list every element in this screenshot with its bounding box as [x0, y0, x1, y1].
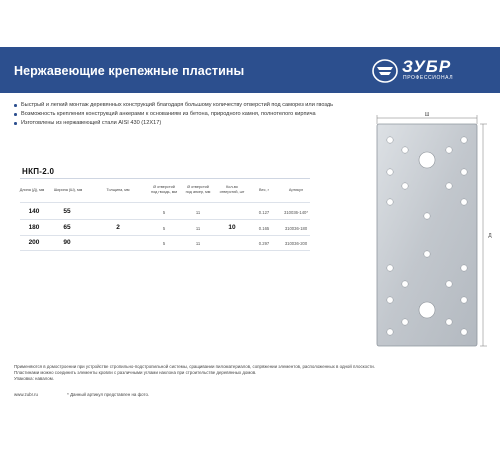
brand-subtitle: ПРОФЕССИОНАЛ: [403, 75, 454, 81]
col-header-anchor-hole: Ø отверстий под анкер, мм: [185, 185, 211, 194]
cell-hole-count: 10: [228, 224, 236, 231]
col-header-width: Ширина (Ш), мм: [53, 188, 83, 192]
site-link[interactable]: www.zubr.ru: [14, 392, 38, 397]
plate-drawing: [365, 110, 495, 350]
cell-nail-hole: 5: [162, 241, 166, 246]
cell-thickness: 2: [116, 224, 120, 231]
cell-width: 65: [63, 224, 71, 231]
length-label: Д: [488, 233, 492, 239]
anchor-hole: [419, 152, 435, 168]
footnote: * Данный артикул представлен на фото.: [67, 392, 150, 397]
cell-anchor-hole: 11: [195, 210, 201, 215]
cell-length: 140: [28, 208, 40, 215]
col-header-thickness: Толщина, мм: [106, 188, 130, 192]
feature-list: [14, 101, 364, 128]
col-header-article: Артикул: [288, 188, 304, 192]
page-title: Нержавеющие крепежные пластины: [14, 64, 245, 78]
footer-bottom: [14, 392, 177, 397]
feature-item: Быстрый и легкий монтаж деревянных конструкций благодаря большому количеству отверстий под саморез или гвоздь: [14, 101, 364, 110]
col-header-length: Длина (Д), мм: [19, 188, 45, 192]
footer-description: [14, 364, 484, 383]
anchor-hole: [419, 302, 435, 318]
cell-weight: 0.297: [258, 241, 270, 246]
product-title: НКП-2.0: [22, 167, 55, 176]
col-header-nail-hole: Ø отверстий под гвоздь, мм: [151, 185, 177, 194]
brand-mark-icon: [372, 59, 398, 83]
divider: [20, 250, 310, 251]
cell-nail-hole: 5: [162, 226, 166, 231]
divider: [20, 202, 310, 203]
cell-article: 310036-200: [284, 241, 308, 246]
cell-article: 310036-180: [284, 226, 308, 231]
cell-nail-hole: 5: [162, 210, 166, 215]
feature-item: Изготовлены из нержавеющей стали AISI 430 (12Х17): [14, 119, 364, 128]
brand-name: ЗУБР: [402, 57, 452, 76]
brand-logo: [372, 59, 490, 83]
cell-length: 180: [28, 224, 40, 231]
cell-anchor-hole: 11: [195, 241, 201, 246]
footer-line: Применяются в домостроении при устройстве стропильно-подстропильной системы, сращивании пиломатериалов, сопряжении элементов, расположенных в одной плоскости.: [14, 364, 375, 369]
divider: [20, 235, 310, 236]
footer-line: Упаковка: навалом.: [14, 376, 54, 382]
cell-article: 310036-140*: [284, 210, 308, 215]
feature-item: Возможность крепления конструкций анкерами к основаниям из бетона, природного камня, полнотелого кирпича: [14, 110, 364, 119]
cell-length: 200: [28, 239, 40, 246]
divider: [20, 219, 310, 220]
cell-weight: 0.165: [258, 226, 270, 231]
width-label: Ш: [424, 112, 430, 118]
cell-weight: 0.127: [258, 210, 270, 215]
col-header-weight: Вес, г: [258, 188, 270, 192]
divider: [20, 178, 310, 179]
cell-width: 90: [63, 239, 71, 246]
footer-line: Пластинами можно соединить элементы кровли с различными углами наклона при строительстве деревянных домов.: [14, 370, 257, 376]
col-header-hole-count: Кол-во отверстий, шт: [219, 185, 245, 194]
cell-anchor-hole: 11: [195, 226, 201, 231]
cell-width: 55: [63, 208, 71, 215]
